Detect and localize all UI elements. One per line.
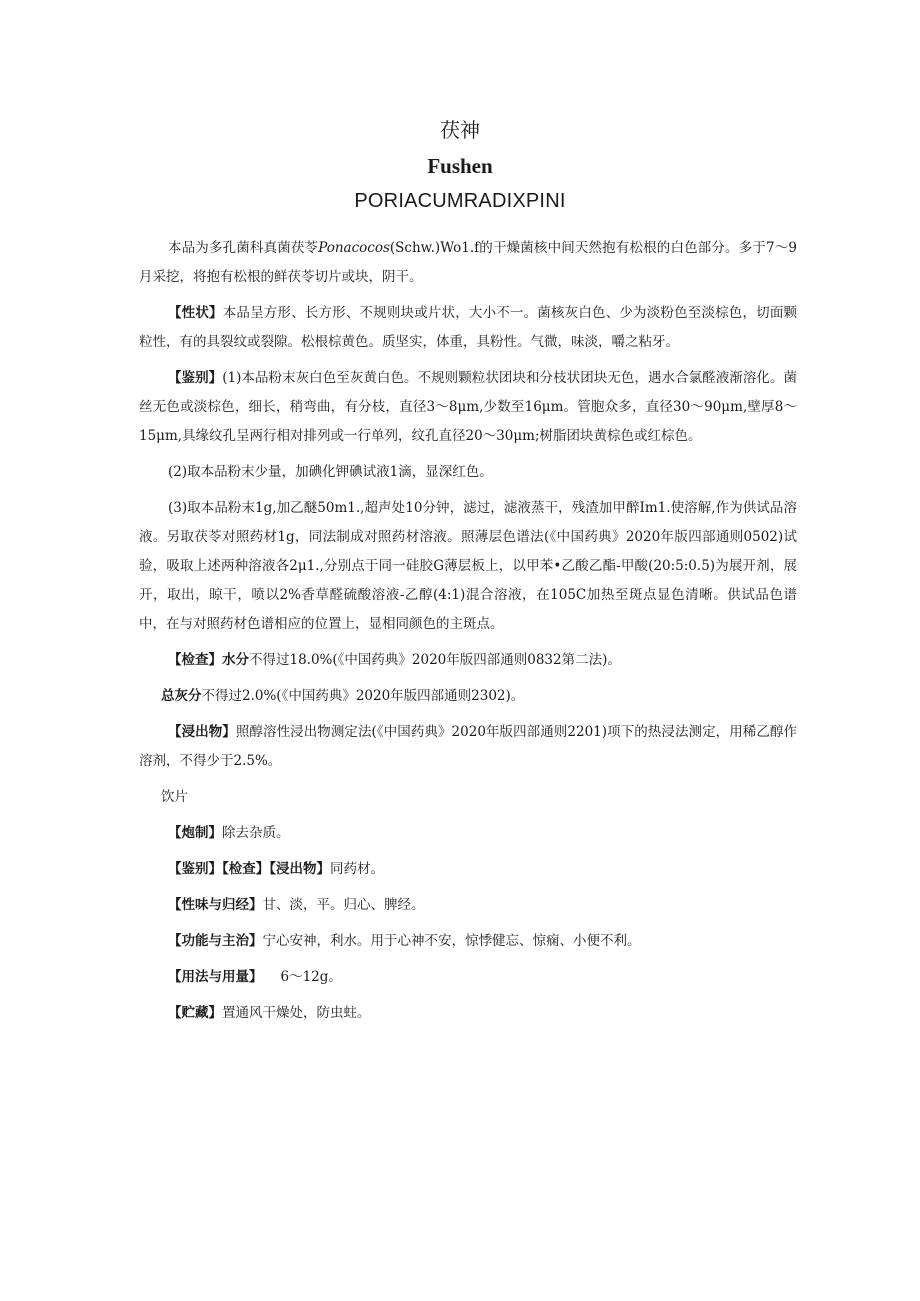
section-jianbie-3 (139, 494, 797, 639)
label-water: 水分 (222, 652, 249, 668)
zhucang-text: 置通风干燥处，防虫蛀。 (222, 1005, 371, 1021)
section-same-as-crude (139, 855, 797, 884)
section-yongfa (139, 963, 797, 992)
jianbie-text-1: (1)本品粉末灰白色至灰黄白色。不规则颗粒状团块和分枝状团块无色，遇水合氯醛液渐溶化。菌丝无色或淡棕色，细长，稍弯曲，有分枝，直径3～8μm,少数至16μm。管胞众多，直径30～90μm,壁厚8～15μm,具缘纹孔呈两行相对排列或一行单列，纹孔直径20～30μm;树脂团块黄棕色或红棕色。 (139, 370, 798, 444)
section-jiancha-ash (139, 682, 797, 711)
title-chinese: 茯神 (440, 118, 480, 142)
ash-text: 不得过2.0%(《中国药典》2020年版四部通则2302)。 (201, 688, 525, 704)
label-yinpian: 饮片 (161, 789, 188, 805)
section-gongneng (139, 927, 797, 956)
intro-before: 本品为多孔菌科真菌茯苓 (168, 240, 319, 256)
paozhi-text: 除去杂质。 (222, 825, 290, 841)
species-name: Ponacocos (318, 240, 390, 256)
xingwei-text: 甘、淡，平。归心、脾经。 (262, 897, 425, 913)
section-paozhi (139, 819, 797, 848)
heading-yongfa: 【用法与用量】 (168, 969, 263, 985)
section-jianbie-2 (139, 458, 797, 487)
heading-xingzhuang: 【性状】 (168, 305, 223, 321)
xingzhuang-text: 本品呈方形、长方形、不规则块或片状，大小不一。菌核灰白色、少为淡粉色至淡棕色，切面颗粒性，有的具裂纹或裂隙。松根棕黄色。质坚实，体重，具粉性。气微，味淡，嚼之粘牙。 (139, 305, 798, 350)
jinchuwu-text: 照醇溶性浸出物测定法(《中国药典》2020年版四部通则2201)项下的热浸法测定，用稀乙醇作溶剂，不得少于2.5%。 (139, 724, 798, 769)
section-xingzhuang (139, 299, 797, 357)
heading-zhucang: 【贮藏】 (168, 1005, 222, 1021)
heading-paozhi: 【炮制】 (168, 825, 222, 841)
section-jianbie-1 (139, 364, 797, 451)
label-yinpian-line (139, 783, 797, 812)
section-jiancha-water (139, 646, 797, 675)
same-text: 同药材。 (330, 861, 384, 877)
monograph-body (139, 234, 797, 1035)
jianbie-text-2: (2)取本品粉末少量，加碘化钾碘试液1滴，显深红色。 (168, 464, 493, 480)
water-text: 不得过18.0%(《中国药典》2020年版四部通则0832第二法)。 (249, 652, 621, 668)
section-zhucang (139, 999, 797, 1028)
yongfa-text: 6～12g。 (280, 969, 342, 985)
gongneng-text: 宁心安神，利水。用于心神不安，惊悸健忘、惊痫、小便不利。 (262, 933, 641, 949)
intro-after: (Schw.)Wo1.f的干燥菌核中间天然抱有松根的白色部分。多于7～9月采挖，将抱有松根的鲜茯苓切片或块，阴干。 (139, 240, 797, 285)
section-xingwei (139, 891, 797, 920)
heading-jinchuwu-2: 【浸出物】 (269, 861, 330, 877)
heading-gongneng: 【功能与主治】 (168, 933, 263, 949)
section-jinchuwu (139, 718, 797, 776)
intro-paragraph (139, 234, 797, 292)
heading-jianbie: 【鉴别】 (168, 370, 223, 386)
heading-xingwei: 【性味与归经】 (168, 897, 263, 913)
title-pinyin: Fushen (427, 154, 493, 178)
heading-jiancha: 【检查】 (168, 652, 222, 668)
jianbie-text-3: (3)取本品粉末1g,加乙醚50m1.,超声处10分钟，滤过，滤液蒸干，残渣加甲醉Im1.使溶解,作为供试品溶液。另取茯苓对照药材1g，同法制成对照药材溶液。照薄层色谱法(《中国药典》2020年版四部通则0502)试验，吸取上述两种溶液各2μ1.,分别点于同一硅胶G薄层板上，以甲苯•乙酸乙酯-甲酸(20:5:0.5)为展开剂，展开，取出，晾干，喷以2%香草醛硫酸溶液-乙醇(4:1)混合溶液，在105C加热至斑点显色清晰。供试品色谱中，在与对照药材色谱相应的位置上，显相同颜色的主斑点。 (139, 500, 797, 632)
title-latin: PORIACUMRADIXPINI (354, 190, 566, 212)
heading-jiancha-2: 【检查】 (222, 861, 270, 877)
label-ash: 总灰分 (161, 688, 202, 704)
heading-jinchuwu: 【浸出物】 (168, 724, 236, 740)
heading-jianbie-2: 【鉴别】 (168, 861, 222, 877)
